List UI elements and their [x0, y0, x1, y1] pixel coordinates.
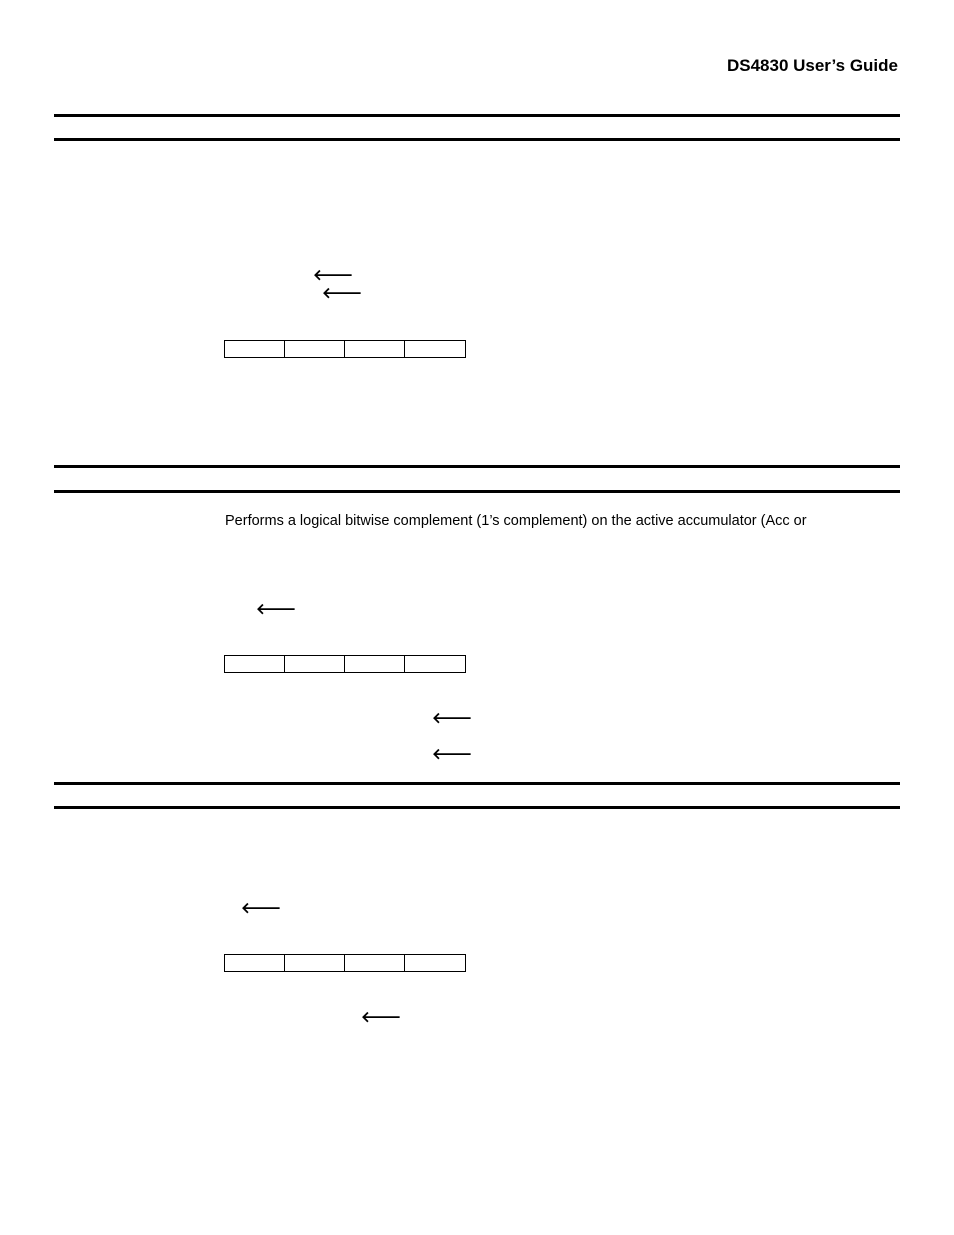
encoding-cell	[345, 341, 405, 357]
left-arrow-icon: 🡐	[256, 601, 297, 618]
encoding-cell	[405, 955, 465, 971]
encoding-cell	[225, 656, 285, 672]
section-rule-top	[54, 465, 900, 468]
left-arrow-icon: 🡐	[322, 285, 363, 302]
encoding-cell	[285, 341, 345, 357]
section-rule-top	[54, 114, 900, 117]
left-arrow-icon: 🡐	[313, 267, 354, 284]
left-arrow-icon: 🡐	[241, 900, 282, 917]
section-rule-bottom	[54, 806, 900, 809]
encoding-cell	[405, 341, 465, 357]
encoding-cell	[225, 341, 285, 357]
encoding-cell	[405, 656, 465, 672]
section-rule-bottom	[54, 490, 900, 493]
instruction-encoding-table	[224, 954, 466, 972]
encoding-cell	[285, 656, 345, 672]
instruction-encoding-table	[224, 655, 466, 673]
encoding-cell	[345, 656, 405, 672]
page-header-title: DS4830 User’s Guide	[726, 56, 898, 75]
section-rule-top	[54, 782, 900, 785]
encoding-cell	[225, 955, 285, 971]
left-arrow-icon: 🡐	[432, 746, 473, 763]
encoding-cell	[285, 955, 345, 971]
left-arrow-icon: 🡐	[361, 1009, 402, 1026]
instruction-description: Performs a logical bitwise complement (1’s complement) on the active accumulator (Acc or	[225, 513, 807, 529]
left-arrow-icon: 🡐	[432, 710, 473, 727]
section-rule-bottom	[54, 138, 900, 141]
encoding-cell	[345, 955, 405, 971]
instruction-encoding-table	[224, 340, 466, 358]
